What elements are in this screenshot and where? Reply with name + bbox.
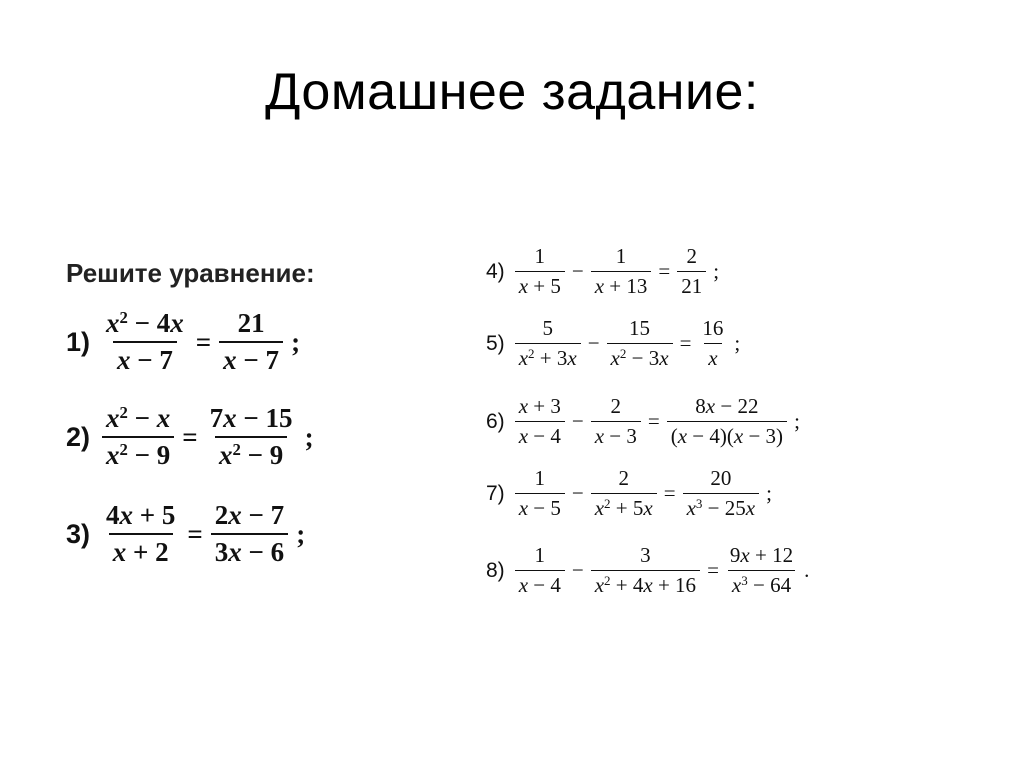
slide-title: Домашнее задание:	[265, 63, 759, 121]
fraction: $\frac{9x + 12}{x^3 - 64}$	[726, 543, 797, 598]
equation-end: ;	[296, 518, 306, 549]
fraction: $\frac{21}{x - 7}$	[219, 308, 283, 376]
equation-1: 1) $\frac{x^2 - 4x}{x - 7}$ = $\frac{21}{x - 7}$ ;	[66, 307, 301, 375]
fraction: $\frac{20}{x^3 - 25x}$	[683, 466, 760, 521]
problem-number: 1)	[66, 326, 91, 357]
problem-number: 5)	[486, 331, 505, 355]
equation-8: 8) $\frac{1}{x - 4}$ − $\frac{3}{x^2 + 4x + 16}$ = $\frac{9x + 12}{x^3 - 64}$ .	[486, 543, 810, 597]
equation-end: ;	[734, 331, 741, 355]
fraction: $\frac{2x - 7}{3x - 6}$	[211, 500, 288, 568]
equation-2: 2) $\frac{x^2 - x}{x^2 - 9}$ = $\frac{7x - 15}{x^2 - 9}$ ;	[66, 402, 314, 470]
fraction: $\frac{8x - 22}{(x - 4)(x - 3)}$	[667, 394, 787, 449]
equation-end: .	[804, 558, 810, 582]
equation-end: ;	[794, 409, 800, 433]
fraction: $\frac{4x + 5}{x + 2}$	[106, 500, 176, 567]
fraction: $\frac{2}{x - 3}$	[591, 394, 641, 449]
problem-number: 3)	[66, 518, 91, 549]
equation-end: ;	[291, 326, 301, 357]
fraction: $\frac{x + 3}{x - 4}$	[515, 394, 565, 449]
problem-number: 2)	[66, 421, 91, 452]
fraction: $\frac{1}{x + 5}$	[515, 244, 565, 299]
equation-7: 7) $\frac{1}{x - 5}$ − $\frac{2}{x^2 + 5x}$ = $\frac{20}{x^3 - 25x}$ ;	[486, 466, 772, 520]
problem-number: 6)	[486, 409, 505, 433]
fraction: $\frac{2}{21}$	[677, 244, 706, 299]
equation-4: 4) $\frac{1}{x + 5}$ − $\frac{1}{x + 13}$ = $\frac{2}{21}$ ;	[486, 244, 720, 298]
problem-number: 4)	[486, 259, 505, 283]
equation-end: ;	[713, 259, 720, 283]
fraction: $\frac{x^2 - 4x}{x - 7}$	[106, 307, 184, 375]
problem-number: 8)	[486, 558, 505, 582]
task-heading: Решите уравнение:	[66, 258, 315, 288]
fraction: $\frac{1}{x - 4}$	[515, 543, 565, 598]
equation-end: ;	[304, 421, 314, 452]
fraction: $\frac{2}{x^2 + 5x}$	[591, 466, 657, 521]
equation-end: ;	[766, 481, 772, 505]
equation-3: 3) $\frac{4x + 5}{x + 2}$ = $\frac{2x - 7}{3x - 6}$ ;	[66, 500, 306, 567]
equation-5: 5) $\frac{5}{x^2 + 3x}$ − $\frac{15}{x^2 - 3x}$ = $\frac{16}{x}$ ;	[486, 316, 741, 370]
fraction: $\frac{15}{x^2 - 3x}$	[607, 316, 673, 371]
fraction: $\frac{3}{x^2 + 4x + 16}$	[591, 543, 700, 598]
fraction: $\frac{x^2 - x}{x^2 - 9}$	[102, 403, 174, 471]
fraction: $\frac{1}{x + 13}$	[591, 244, 652, 299]
problem-number: 7)	[486, 481, 505, 505]
equation-6: 6) $\frac{x + 3}{x - 4}$ − $\frac{2}{x - 3}$ = $\frac{8x - 22}{(x - 4)(x - 3)}$ ;	[486, 394, 800, 448]
fraction: $\frac{5}{x^2 + 3x}$	[515, 316, 581, 371]
fraction: $\frac{1}{x - 5}$	[515, 466, 565, 521]
fraction: $\frac{7x - 15}{x^2 - 9}$	[209, 403, 293, 470]
fraction: $\frac{16}{x}$	[702, 316, 724, 370]
